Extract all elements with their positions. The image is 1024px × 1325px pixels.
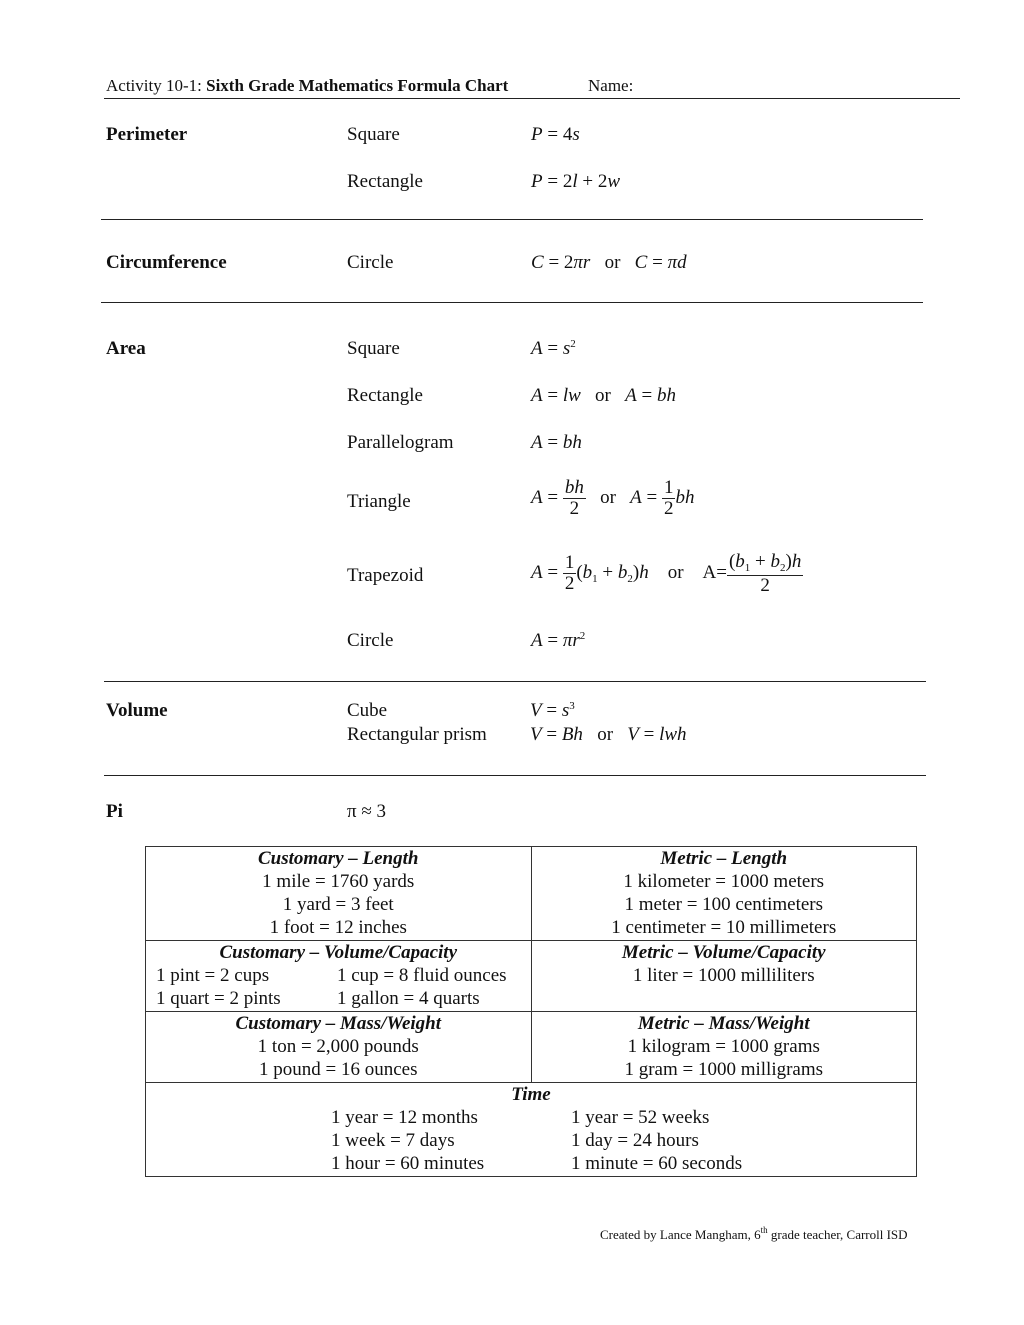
conversion-item: 1 quart = 2 pints	[156, 988, 281, 1009]
page-title: Sixth Grade Mathematics Formula Chart	[206, 76, 509, 95]
conversion-item: 1 year = 12 months	[331, 1107, 478, 1128]
circumference-formula: C = 2πr or C = πd	[531, 252, 687, 273]
activity-label: Activity 10-1:	[106, 76, 202, 95]
conversion-item: 1 week = 7 days	[331, 1130, 455, 1151]
section-divider	[104, 681, 926, 682]
conversion-item: 1 minute = 60 seconds	[571, 1153, 743, 1174]
conversion-item: 1 hour = 60 minutes	[331, 1153, 485, 1174]
area-triangle-label: Triangle	[347, 491, 411, 512]
conversion-item: 1 kilometer = 1000 meters	[623, 871, 825, 892]
conversion-table	[145, 846, 917, 1177]
area-rectangle-formula: A = lw or A = bh	[531, 385, 676, 406]
metric-volume-title: Metric – Volume/Capacity	[621, 942, 826, 963]
customary-length-cell	[146, 847, 532, 941]
header-rule	[104, 98, 960, 99]
metric-length-title: Metric – Length	[660, 848, 788, 869]
area-rectangle-label: Rectangle	[347, 385, 423, 406]
pi-value: π ≈ 3	[347, 801, 387, 822]
pi-heading: Pi	[106, 801, 123, 822]
time-title: Time	[511, 1084, 551, 1105]
footer-suffix: grade teacher, Carroll ISD	[767, 1227, 908, 1242]
page-header	[106, 76, 508, 96]
area-square-label: Square	[347, 338, 400, 359]
conversion-item: 1 gallon = 4 quarts	[337, 988, 480, 1009]
name-label: Name:	[588, 76, 634, 95]
conversion-item: 1 gram = 1000 milligrams	[624, 1059, 824, 1080]
area-parallelogram-formula: A = bh	[531, 432, 582, 453]
area-parallelogram-label: Parallelogram	[347, 432, 454, 453]
conversion-item: 1 liter = 1000 milliliters	[632, 965, 815, 986]
perimeter-square-formula: P = 4s	[531, 124, 580, 145]
customary-length-title: Customary – Length	[258, 848, 419, 869]
area-circle-label: Circle	[347, 630, 394, 651]
area-trapezoid-formula: A = $\frac{1}{2}$ $(b_1 + b_2)h$ or A= $\frac{(b_1 + b_2)h}{2}$	[531, 551, 802, 596]
section-divider	[101, 219, 923, 220]
metric-volume-cell	[531, 941, 917, 1012]
conversion-item: 1 year = 52 weeks	[571, 1107, 710, 1128]
conversion-item: 1 day = 24 hours	[571, 1130, 699, 1151]
customary-volume-title: Customary – Volume/Capacity	[219, 942, 458, 963]
area-square-formula: $A = s^2$	[531, 338, 576, 359]
volume-cube-label: Cube	[347, 700, 388, 721]
conversion-item: 1 yard = 3 feet	[282, 894, 394, 915]
or-text: or	[600, 486, 616, 508]
conversion-item: 1 centimeter = 10 millimeters	[611, 917, 837, 938]
perimeter-square-label: Square	[347, 124, 400, 145]
circumference-heading: Circumference	[106, 252, 227, 273]
area-triangle-formula: A = $\frac{bh}{2}$ or A = $\frac{1}{2}$ bh	[531, 477, 695, 519]
conversion-item: 1 pound = 16 ounces	[259, 1059, 418, 1080]
volume-prism-formula: V = Bh or V = lwh	[530, 724, 687, 745]
or-text: or	[604, 252, 621, 273]
area-heading: Area	[106, 338, 146, 359]
footer-superscript: th	[760, 1225, 768, 1235]
conversion-item: 1 ton = 2,000 pounds	[257, 1036, 419, 1057]
volume-prism-label: Rectangular prism	[347, 724, 487, 745]
footer-prefix: Created by Lance Mangham, 6	[600, 1227, 761, 1242]
or-text: or	[597, 724, 614, 745]
time-cell	[146, 1083, 917, 1177]
volume-cube-formula: $V = s^3$	[530, 700, 575, 721]
customary-volume-cell	[146, 941, 532, 1012]
metric-mass-title: Metric – Mass/Weight	[637, 1013, 810, 1034]
area-circle-formula: $A = \pi r^2$	[531, 630, 586, 651]
conversion-item: 1 pint = 2 cups	[156, 965, 270, 986]
perimeter-rectangle-label: Rectangle	[347, 171, 423, 192]
section-divider	[101, 302, 923, 303]
customary-mass-cell	[146, 1012, 532, 1083]
circumference-circle-label: Circle	[347, 252, 394, 273]
conversion-item: 1 foot = 12 inches	[269, 917, 407, 938]
metric-mass-cell	[531, 1012, 917, 1083]
area-trapezoid-label: Trapezoid	[347, 565, 424, 586]
perimeter-rectangle-formula: P = 2l + 2w	[531, 171, 621, 192]
customary-mass-title: Customary – Mass/Weight	[235, 1013, 442, 1034]
section-divider	[104, 775, 926, 776]
or-text: or	[595, 385, 611, 406]
conversion-item: 1 mile = 1760 yards	[262, 871, 415, 892]
perimeter-heading: Perimeter	[106, 124, 188, 145]
conversion-item: 1 kilogram = 1000 grams	[627, 1036, 820, 1057]
metric-length-cell	[531, 847, 917, 941]
or-text: or	[667, 562, 684, 584]
conversion-item: 1 meter = 100 centimeters	[624, 894, 824, 915]
conversion-item: 1 cup = 8 fluid ounces	[337, 965, 507, 986]
volume-heading: Volume	[106, 700, 168, 721]
footer-credit	[600, 1225, 908, 1243]
